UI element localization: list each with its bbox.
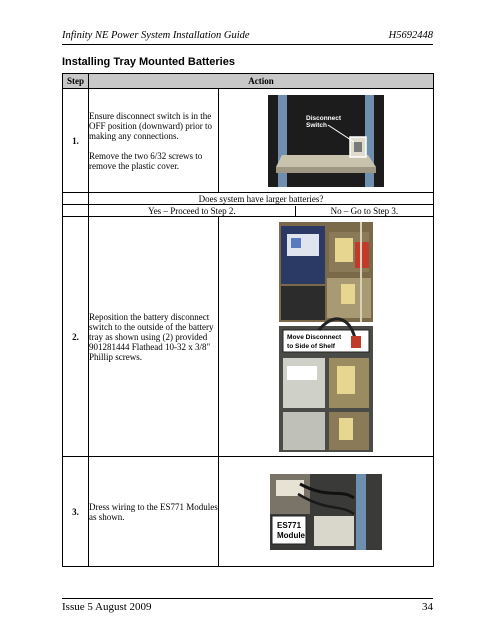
question-row — [63, 193, 434, 205]
answer-yes: Yes – Proceed to Step 2. — [89, 206, 296, 216]
photo-callout: to Side of Shelf — [287, 342, 335, 350]
step-row-3 — [63, 457, 434, 567]
step-photo-cell — [219, 457, 434, 567]
photo-callout: ES771 — [277, 520, 302, 530]
step-instructions — [89, 217, 219, 457]
step-instructions — [89, 89, 219, 193]
footer-rule — [62, 598, 433, 599]
photo-callout: Disconnect — [306, 114, 342, 122]
steps-table — [62, 73, 434, 567]
step-number: 1. — [63, 89, 89, 193]
header-title: Infinity NE Power System Installation Guide — [62, 30, 250, 41]
step-row-2 — [63, 217, 434, 457]
step-text: Reposition the battery disconnect switch to the outside of the battery tray as shown using (2) provided 901281444 Flathead 10-32 x 3/8" Phillip screws. — [89, 311, 214, 362]
header-rule — [62, 44, 433, 45]
action-column-header: Action — [89, 74, 434, 89]
footer-issue: Issue 5 August 2009 — [62, 601, 152, 613]
question-text: Does system have larger batteries? — [89, 193, 434, 205]
step-text: Dress wiring to the ES771 Modules as shown. — [89, 501, 218, 522]
step-text: Remove the two 6/32 screws to remove the plastic cover. — [89, 150, 203, 171]
answer-no: No – Go to Step 3. — [330, 205, 399, 216]
disconnect-switch-photo — [268, 95, 384, 187]
step-photo-cell — [219, 217, 434, 457]
answer-row — [63, 205, 434, 217]
disconnect-relocation-photo — [279, 222, 373, 452]
step-number: 3. — [63, 457, 89, 567]
photo-callout: Switch — [306, 121, 327, 129]
table-header-row — [63, 74, 434, 89]
header-doc-id: H5692448 — [388, 30, 433, 41]
photo-callout: Move Disconnect — [287, 333, 342, 341]
step-number: 2. — [63, 217, 89, 457]
page-number: 34 — [422, 601, 433, 613]
step-row-1 — [63, 89, 434, 193]
step-column-header: Step — [63, 74, 89, 89]
photo-callout: Module — [277, 530, 305, 540]
es771-module-photo — [270, 474, 382, 550]
step-photo-cell — [219, 89, 434, 193]
step-text: Ensure disconnect switch is in the OFF position (downward) prior to making any connections. — [89, 110, 212, 141]
step-instructions — [89, 457, 219, 567]
section-title: Installing Tray Mounted Batteries — [62, 56, 235, 68]
